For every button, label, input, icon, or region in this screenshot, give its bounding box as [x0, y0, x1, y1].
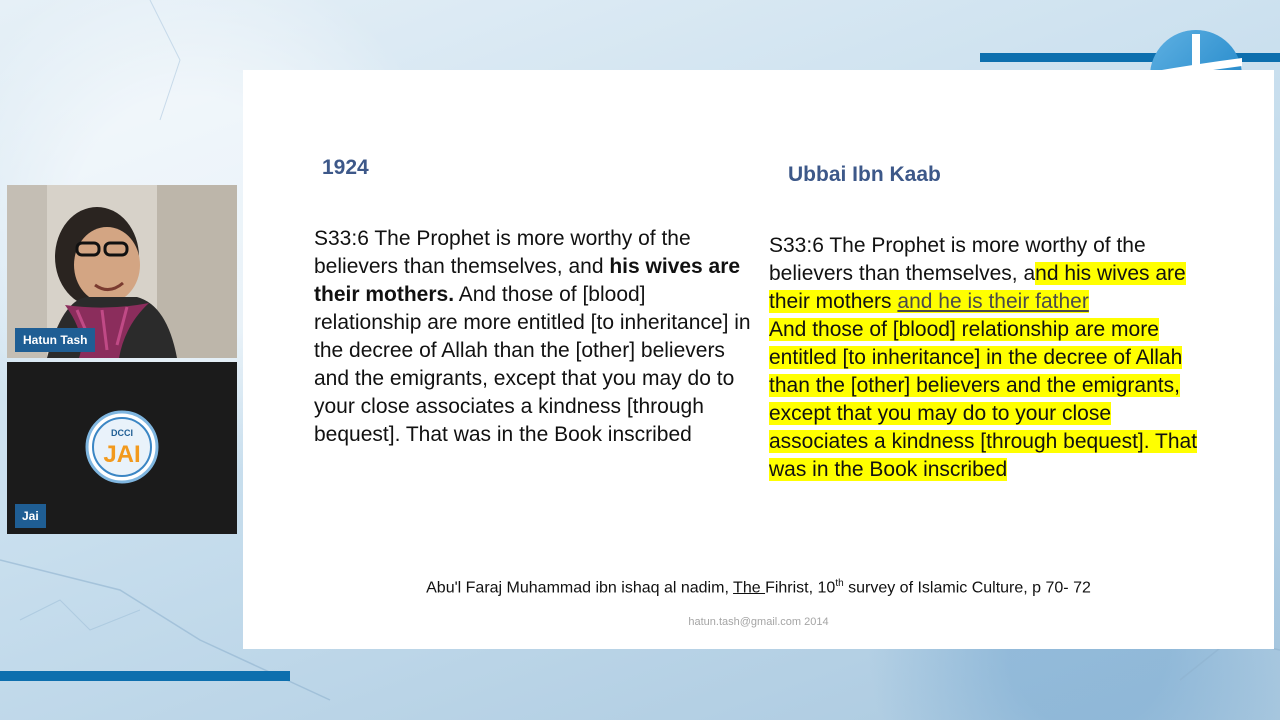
left-verse-text: [314, 225, 754, 449]
presentation-slide: [243, 70, 1274, 649]
left-verse-part2: And those of [blood] relationship are more entitled [to inheritance] in the decree of Allah than the [other] believers and the emigrants, except that you may do to your close associates a kindness [through bequest]. That was in the Book inscribed: [314, 283, 751, 446]
left-verse-bold: his wives are their mothers.: [314, 255, 741, 306]
source-citation: [243, 578, 1274, 597]
slide-footer-email: hatun.tash@gmail.com 2014: [688, 616, 829, 628]
right-verse-underlined-phrase: and he is their father: [897, 290, 1089, 313]
right-verse-highlight-1: nd his wives are their mothers: [769, 262, 1186, 313]
participant-name-label: Jai: [15, 504, 46, 528]
participant-video-hatun[interactable]: [7, 185, 237, 358]
brand-stripe-bottom: [0, 671, 290, 681]
left-verse-part1: S33:6 The Prophet is more worthy of the believers than themselves, and: [314, 227, 691, 278]
participant-video-jai[interactable]: [7, 362, 237, 534]
left-column-heading: 1924: [322, 156, 369, 179]
right-verse-plain: S33:6 The Prophet is more worthy of the believers than themselves, a: [769, 234, 1146, 285]
citation-superscript: th: [835, 578, 844, 589]
right-verse-highlight-2: And those of [blood] relationship are more entitled [to inheritance] in the decree of Allah than the [other] believers and the emigrants, except that you may do to your close associates a kindness [through bequest]. That was in the Book inscribed: [769, 318, 1198, 481]
logo-top-text: DCCI: [111, 428, 133, 438]
citation-post: survey of Islamic Culture, p 70- 72: [843, 579, 1091, 597]
right-verse-text: [769, 232, 1209, 484]
citation-underlined: The: [733, 579, 766, 597]
citation-pre: Abu'l Faraj Muhammad ibn ishaq al nadim,: [426, 579, 734, 597]
right-column-heading: Ubbai Ibn Kaab: [788, 163, 941, 186]
participant-name-label: Hatun Tash: [15, 328, 95, 352]
citation-mid: Fihrist, 10: [765, 579, 836, 597]
dcci-jai-logo: [85, 410, 159, 484]
logo-main-text: JAI: [103, 441, 141, 468]
